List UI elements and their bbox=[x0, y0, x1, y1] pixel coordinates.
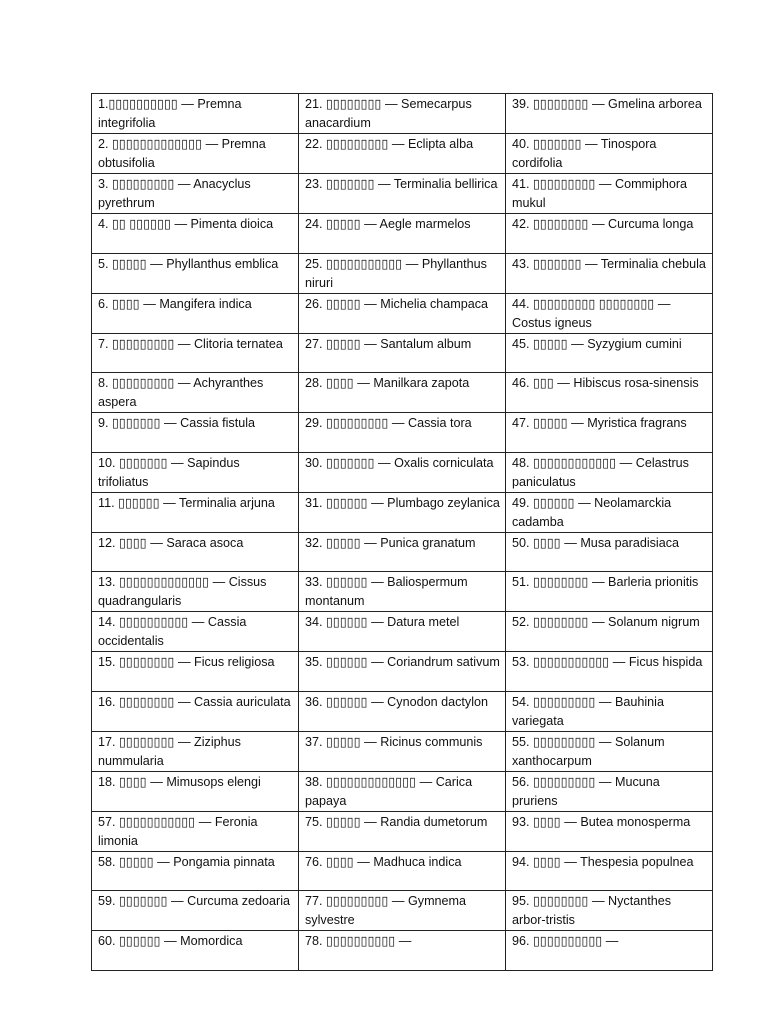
table-cell: 77. ▯▯▯▯▯▯▯▯▯ — Gymnema sylvestre bbox=[299, 891, 506, 931]
table-cell: 8. ▯▯▯▯▯▯▯▯▯ — Achyranthes aspera bbox=[92, 373, 299, 413]
table-cell: 1.▯▯▯▯▯▯▯▯▯▯ — Premna integrifolia bbox=[92, 94, 299, 134]
table-cell: 18. ▯▯▯▯ — Mimusops elengi bbox=[92, 771, 299, 811]
table-cell: 21. ▯▯▯▯▯▯▯▯ — Semecarpus anacardium bbox=[299, 94, 506, 134]
table-cell: 46. ▯▯▯ — Hibiscus rosa-sinensis bbox=[506, 373, 713, 413]
table-cell: 7. ▯▯▯▯▯▯▯▯▯ — Clitoria ternatea bbox=[92, 333, 299, 373]
table-cell: 75. ▯▯▯▯▯ — Randia dumetorum bbox=[299, 811, 506, 851]
table-cell: 57. ▯▯▯▯▯▯▯▯▯▯▯ — Feronia limonia bbox=[92, 811, 299, 851]
table-cell: 23. ▯▯▯▯▯▯▯ — Terminalia bellirica bbox=[299, 174, 506, 214]
table-row bbox=[92, 811, 713, 851]
table-cell: 94. ▯▯▯▯ — Thespesia populnea bbox=[506, 851, 713, 891]
table-row bbox=[92, 532, 713, 572]
table-cell: 5. ▯▯▯▯▯ — Phyllanthus emblica bbox=[92, 253, 299, 293]
table-row bbox=[92, 293, 713, 333]
table-cell: 58. ▯▯▯▯▯ — Pongamia pinnata bbox=[92, 851, 299, 891]
table-body bbox=[92, 94, 713, 971]
table-cell: 44. ▯▯▯▯▯▯▯▯▯ ▯▯▯▯▯▯▯▯ — Costus igneus bbox=[506, 293, 713, 333]
table-cell: 29. ▯▯▯▯▯▯▯▯▯ — Cassia tora bbox=[299, 413, 506, 453]
table-cell: 2. ▯▯▯▯▯▯▯▯▯▯▯▯▯ — Premna obtusifolia bbox=[92, 134, 299, 174]
table-row bbox=[92, 134, 713, 174]
table-cell: 78. ▯▯▯▯▯▯▯▯▯▯ — bbox=[299, 931, 506, 971]
table-cell: 6. ▯▯▯▯ — Mangifera indica bbox=[92, 293, 299, 333]
table-cell: 49. ▯▯▯▯▯▯ — Neolamarckia cadamba bbox=[506, 492, 713, 532]
table-cell: 3. ▯▯▯▯▯▯▯▯▯ — Anacyclus pyrethrum bbox=[92, 174, 299, 214]
table-cell: 76. ▯▯▯▯ — Madhuca indica bbox=[299, 851, 506, 891]
table-row bbox=[92, 612, 713, 652]
table-cell: 50. ▯▯▯▯ — Musa paradisiaca bbox=[506, 532, 713, 572]
table-row bbox=[92, 492, 713, 532]
table-row bbox=[92, 333, 713, 373]
table-row bbox=[92, 731, 713, 771]
table-row bbox=[92, 174, 713, 214]
table-cell: 22. ▯▯▯▯▯▯▯▯▯ — Eclipta alba bbox=[299, 134, 506, 174]
table-cell: 95. ▯▯▯▯▯▯▯▯ — Nyctanthes arbor-tristis bbox=[506, 891, 713, 931]
table-cell: 26. ▯▯▯▯▯ — Michelia champaca bbox=[299, 293, 506, 333]
table-cell: 30. ▯▯▯▯▯▯▯ — Oxalis corniculata bbox=[299, 452, 506, 492]
table-cell: 52. ▯▯▯▯▯▯▯▯ — Solanum nigrum bbox=[506, 612, 713, 652]
table-cell: 37. ▯▯▯▯▯ — Ricinus communis bbox=[299, 731, 506, 771]
table-cell: 24. ▯▯▯▯▯ — Aegle marmelos bbox=[299, 214, 506, 254]
table-cell: 54. ▯▯▯▯▯▯▯▯▯ — Bauhinia variegata bbox=[506, 691, 713, 731]
table-row bbox=[92, 452, 713, 492]
table-cell: 16. ▯▯▯▯▯▯▯▯ — Cassia auriculata bbox=[92, 691, 299, 731]
table-cell: 53. ▯▯▯▯▯▯▯▯▯▯▯ — Ficus hispida bbox=[506, 652, 713, 692]
table-row bbox=[92, 691, 713, 731]
table-cell: 39. ▯▯▯▯▯▯▯▯ — Gmelina arborea bbox=[506, 94, 713, 134]
table-row bbox=[92, 931, 713, 971]
table-cell: 33. ▯▯▯▯▯▯ — Baliospermum montanum bbox=[299, 572, 506, 612]
table-row bbox=[92, 253, 713, 293]
table-cell: 17. ▯▯▯▯▯▯▯▯ — Ziziphus nummularia bbox=[92, 731, 299, 771]
table-row bbox=[92, 771, 713, 811]
table-cell: 48. ▯▯▯▯▯▯▯▯▯▯▯▯ — Celastrus paniculatus bbox=[506, 452, 713, 492]
table-cell: 51. ▯▯▯▯▯▯▯▯ — Barleria prionitis bbox=[506, 572, 713, 612]
table-cell: 35. ▯▯▯▯▯▯ — Coriandrum sativum bbox=[299, 652, 506, 692]
table-cell: 4. ▯▯ ▯▯▯▯▯▯ — Pimenta dioica bbox=[92, 214, 299, 254]
table-cell: 34. ▯▯▯▯▯▯ — Datura metel bbox=[299, 612, 506, 652]
table-cell: 12. ▯▯▯▯ — Saraca asoca bbox=[92, 532, 299, 572]
table-row bbox=[92, 373, 713, 413]
table-cell: 27. ▯▯▯▯▯ — Santalum album bbox=[299, 333, 506, 373]
table-row bbox=[92, 891, 713, 931]
table-cell: 56. ▯▯▯▯▯▯▯▯▯ — Mucuna pruriens bbox=[506, 771, 713, 811]
plant-names-table bbox=[91, 93, 713, 971]
table-cell: 14. ▯▯▯▯▯▯▯▯▯▯ — Cassia occidentalis bbox=[92, 612, 299, 652]
table-cell: 11. ▯▯▯▯▯▯ — Terminalia arjuna bbox=[92, 492, 299, 532]
table-cell: 93. ▯▯▯▯ — Butea monosperma bbox=[506, 811, 713, 851]
table-cell: 45. ▯▯▯▯▯ — Syzygium cumini bbox=[506, 333, 713, 373]
table-cell: 96. ▯▯▯▯▯▯▯▯▯▯ — bbox=[506, 931, 713, 971]
table-cell: 10. ▯▯▯▯▯▯▯ — Sapindus trifoliatus bbox=[92, 452, 299, 492]
table-row bbox=[92, 94, 713, 134]
table-cell: 43. ▯▯▯▯▯▯▯ — Terminalia chebula bbox=[506, 253, 713, 293]
table-cell: 28. ▯▯▯▯ — Manilkara zapota bbox=[299, 373, 506, 413]
table-row bbox=[92, 572, 713, 612]
table-row bbox=[92, 413, 713, 453]
table-cell: 40. ▯▯▯▯▯▯▯ — Tinospora cordifolia bbox=[506, 134, 713, 174]
table-cell: 32. ▯▯▯▯▯ — Punica granatum bbox=[299, 532, 506, 572]
table-cell: 38. ▯▯▯▯▯▯▯▯▯▯▯▯▯ — Carica papaya bbox=[299, 771, 506, 811]
table-cell: 13. ▯▯▯▯▯▯▯▯▯▯▯▯▯ — Cissus quadrangularis bbox=[92, 572, 299, 612]
table-row bbox=[92, 851, 713, 891]
table-cell: 9. ▯▯▯▯▯▯▯ — Cassia fistula bbox=[92, 413, 299, 453]
table-cell: 42. ▯▯▯▯▯▯▯▯ — Curcuma longa bbox=[506, 214, 713, 254]
table-cell: 41. ▯▯▯▯▯▯▯▯▯ — Commiphora mukul bbox=[506, 174, 713, 214]
table-cell: 25. ▯▯▯▯▯▯▯▯▯▯▯ — Phyllanthus niruri bbox=[299, 253, 506, 293]
table-cell: 60. ▯▯▯▯▯▯ — Momordica bbox=[92, 931, 299, 971]
table-cell: 31. ▯▯▯▯▯▯ — Plumbago zeylanica bbox=[299, 492, 506, 532]
table-cell: 59. ▯▯▯▯▯▯▯ — Curcuma zedoaria bbox=[92, 891, 299, 931]
table-cell: 55. ▯▯▯▯▯▯▯▯▯ — Solanum xanthocarpum bbox=[506, 731, 713, 771]
table-row bbox=[92, 214, 713, 254]
table-cell: 36. ▯▯▯▯▯▯ — Cynodon dactylon bbox=[299, 691, 506, 731]
table-cell: 15. ▯▯▯▯▯▯▯▯ — Ficus religiosa bbox=[92, 652, 299, 692]
table-cell: 47. ▯▯▯▯▯ — Myristica fragrans bbox=[506, 413, 713, 453]
table-row bbox=[92, 652, 713, 692]
